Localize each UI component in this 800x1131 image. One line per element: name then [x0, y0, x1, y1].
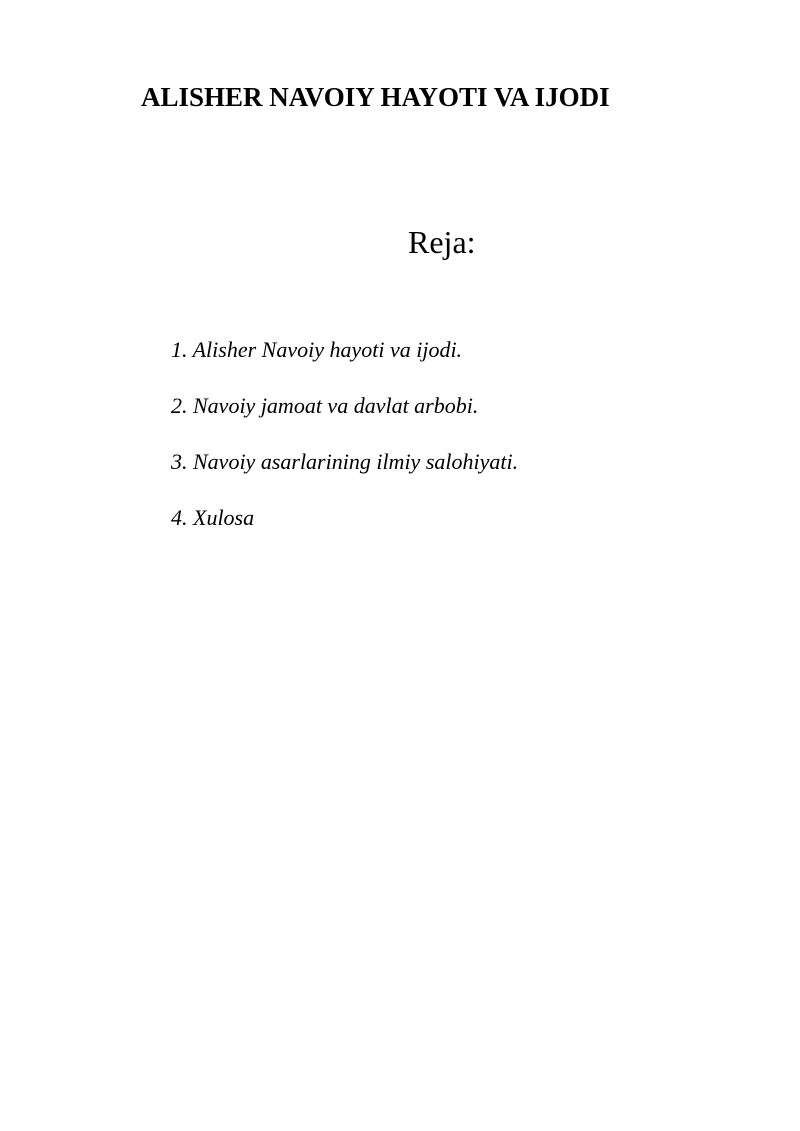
- plan-item-4: 4. Xulosa: [171, 505, 255, 530]
- plan-item-1: 1. Alisher Navoiy hayoti va ijodi.: [171, 337, 463, 362]
- plan-list: [171, 336, 518, 560]
- plan-item-3: 3. Navoiy asarlarining ilmiy salohiyati.: [171, 449, 519, 474]
- plan-heading: Reja:: [408, 224, 476, 260]
- plan-item-2: 2. Navoiy jamoat va davlat arbobi.: [171, 393, 479, 418]
- document-title: ALISHER NAVOIY HAYOTI VA IJODI: [141, 82, 610, 112]
